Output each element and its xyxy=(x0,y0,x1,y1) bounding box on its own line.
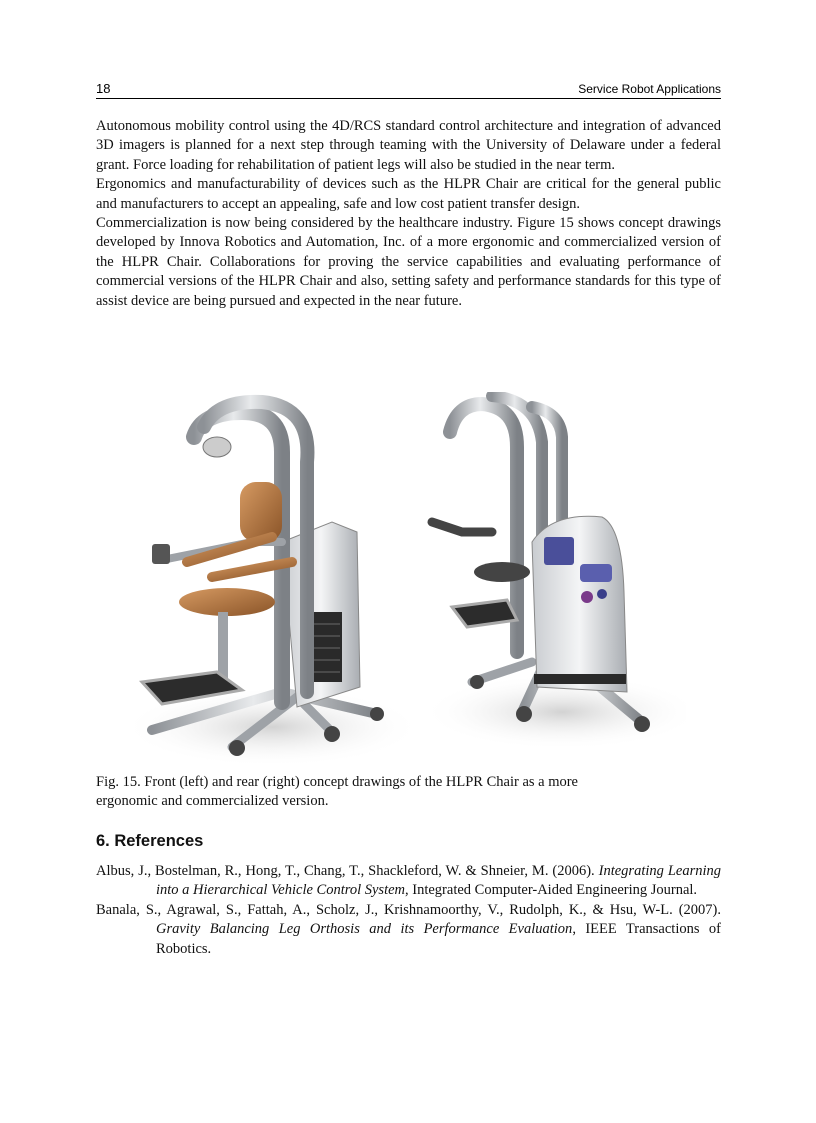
ref-title: Integrating Learning into a Hierarchical Vehicle Control System xyxy=(156,863,721,899)
caption-line: Fig. 15. Front (left) and rear (right) concept drawings of the HLPR Chair as a more xyxy=(96,774,578,790)
ref-authors: Albus, J., Bostelman, R., Hong, T., Chang, T., Shackleford, W. & Shneier, M. (2006). xyxy=(96,863,595,879)
ref-title: Gravity Balancing Leg Orthosis and its Performance Evaluation xyxy=(156,921,573,938)
reference-list xyxy=(96,862,721,959)
chair-front-view xyxy=(132,402,422,767)
chair-rear-view xyxy=(422,396,686,750)
figure-caption xyxy=(96,773,721,811)
paragraph: Autonomous mobility control using the 4D/RCS standard control architecture and integration of advanced 3D imagers is planned for a next step through teaming with the University of Delaware under a federal grant. Force loading for rehabilitation of patient legs will also be studied in the near term. xyxy=(96,118,721,173)
paragraph: Ergonomics and manufacturability of devices such as the HLPR Chair are critical for the general public and manufacturers to accept an appealing, safe and low cost patient transfer design. xyxy=(96,176,721,212)
hlpr-chair-figure xyxy=(132,392,686,768)
section-heading: 6. References xyxy=(96,832,204,850)
page-number: 18 xyxy=(96,81,111,96)
running-title: Service Robot Applications xyxy=(578,82,721,96)
body-text xyxy=(96,117,721,311)
ref-venue: , IEEE Transactions of Robotics. xyxy=(156,921,721,957)
paragraph: Commercialization is now being considered by the healthcare industry. Figure 15 shows concept drawings developed by Innova Robotics and Automation, Inc. of a more ergonomic and commercialized version of the HLPR Chair. Collaborations for proving the service capabilities and evaluating performance of commercial versions of the HLPR Chair and also, setting safety and performance standards for this type of assist device are being pursued and expected in the near future. xyxy=(96,215,721,309)
reference-item xyxy=(96,901,721,959)
ref-venue: , Integrated Computer-Aided Engineering Journal. xyxy=(405,882,698,899)
caption-line: ergonomic and commercialized version. xyxy=(96,793,329,809)
page-header xyxy=(96,80,721,99)
reference-item xyxy=(96,862,721,901)
ref-authors: Banala, S., Agrawal, S., Fattah, A., Scholz, J., Krishnamoorthy, V., Rudolph, K., & Hsu, W-L. (2007). xyxy=(96,901,721,918)
